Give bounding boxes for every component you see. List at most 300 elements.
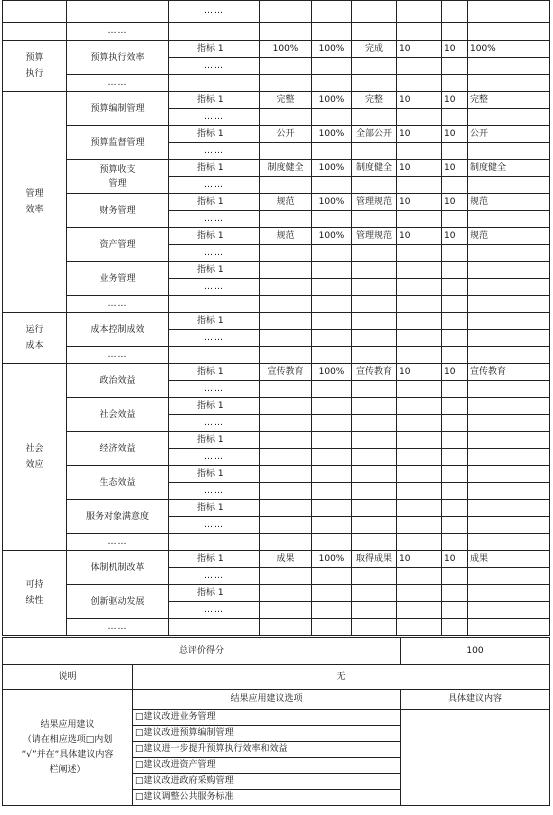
- value-cell: [442, 619, 468, 636]
- value-cell: [442, 398, 468, 415]
- value-cell: [260, 245, 312, 262]
- indicator-cell: ……: [169, 211, 260, 228]
- value-cell: 10: [397, 41, 442, 58]
- item-cell: ……: [67, 296, 169, 313]
- value-cell: [260, 330, 312, 347]
- value-cell: 制度健全: [352, 160, 397, 177]
- value-cell: [352, 109, 397, 126]
- value-cell: [442, 296, 468, 313]
- indicator-cell: ……: [169, 109, 260, 126]
- value-cell: [468, 500, 550, 517]
- suggestion-content[interactable]: [401, 710, 550, 806]
- value-cell: 10: [397, 551, 442, 568]
- value-cell: [312, 432, 352, 449]
- value-cell: [397, 211, 442, 228]
- value-cell: [442, 245, 468, 262]
- table-row: [3, 619, 550, 636]
- value-cell: [468, 279, 550, 296]
- value-cell: [312, 177, 352, 194]
- table-row: [3, 364, 550, 381]
- value-cell: [169, 347, 260, 364]
- value-cell: [468, 211, 550, 228]
- value-cell: 10: [397, 194, 442, 211]
- value-cell: 公开: [468, 126, 550, 143]
- value-cell: [397, 109, 442, 126]
- table-row: [3, 585, 550, 602]
- value-cell: [312, 23, 352, 41]
- table-row: [3, 228, 550, 245]
- indicator-cell: ……: [169, 279, 260, 296]
- suggestion-option[interactable]: □建议改进政府采购管理: [133, 774, 401, 790]
- suggestion-option[interactable]: □建议改进资产管理: [133, 758, 401, 774]
- value-cell: [397, 415, 442, 432]
- category-cell: 运行 成本: [3, 313, 67, 364]
- value-cell: [260, 602, 312, 619]
- value-cell: [260, 313, 312, 330]
- value-cell: [442, 1, 468, 23]
- indicator-cell: 指标 1: [169, 585, 260, 602]
- value-cell: [260, 415, 312, 432]
- value-cell: 完整: [468, 92, 550, 109]
- value-cell: 10: [397, 126, 442, 143]
- value-cell: [352, 23, 397, 41]
- value-cell: [260, 211, 312, 228]
- value-cell: [312, 109, 352, 126]
- value-cell: [260, 449, 312, 466]
- value-cell: [397, 381, 442, 398]
- value-cell: [312, 143, 352, 160]
- value-cell: [312, 449, 352, 466]
- value-cell: [468, 313, 550, 330]
- table-row: [3, 126, 550, 143]
- value-cell: 全部公开: [352, 126, 397, 143]
- value-cell: [260, 398, 312, 415]
- item-name: 社会效益: [67, 398, 169, 432]
- value-cell: [352, 483, 397, 500]
- value-cell: [468, 296, 550, 313]
- value-cell: [397, 619, 442, 636]
- item-name: 政治效益: [67, 364, 169, 398]
- indicator-table: [2, 0, 550, 636]
- table-row: [3, 160, 550, 177]
- indicator-cell: 指标 1: [169, 262, 260, 279]
- value-cell: 100%: [312, 194, 352, 211]
- table-row: [3, 296, 550, 313]
- indicator-cell: ……: [169, 517, 260, 534]
- value-cell: [312, 534, 352, 551]
- value-cell: [260, 466, 312, 483]
- value-cell: [468, 466, 550, 483]
- suggestion-option[interactable]: □建议改进预算编制管理: [133, 726, 401, 742]
- value-cell: [442, 466, 468, 483]
- value-cell: [312, 466, 352, 483]
- indicator-cell: 指标 1: [169, 92, 260, 109]
- indicator-cell: 指标 1: [169, 313, 260, 330]
- value-cell: [468, 262, 550, 279]
- value-cell: [442, 313, 468, 330]
- value-cell: 10: [442, 364, 468, 381]
- value-cell: 管理规范: [352, 228, 397, 245]
- value-cell: [442, 517, 468, 534]
- value-cell: [260, 296, 312, 313]
- table-row: [3, 500, 550, 517]
- value-cell: [169, 619, 260, 636]
- value-cell: [468, 177, 550, 194]
- indicator-cell: 指标 1: [169, 364, 260, 381]
- value-cell: 100%: [260, 41, 312, 58]
- value-cell: [260, 483, 312, 500]
- value-cell: 100%: [312, 160, 352, 177]
- indicator-cell: ……: [169, 449, 260, 466]
- value-cell: [312, 415, 352, 432]
- value-cell: [397, 296, 442, 313]
- content-header: 具体建议内容: [401, 690, 550, 710]
- total-row: [3, 638, 550, 665]
- value-cell: [352, 143, 397, 160]
- value-cell: [397, 398, 442, 415]
- value-cell: [260, 177, 312, 194]
- value-cell: [312, 602, 352, 619]
- table-row: [3, 92, 550, 109]
- value-cell: [442, 602, 468, 619]
- indicator-cell: ……: [169, 58, 260, 75]
- indicator-cell: 指标 1: [169, 126, 260, 143]
- category-cell: [3, 1, 67, 23]
- value-cell: 100%: [312, 41, 352, 58]
- table-row: [3, 398, 550, 415]
- value-cell: [442, 432, 468, 449]
- value-cell: [468, 517, 550, 534]
- value-cell: [312, 483, 352, 500]
- value-cell: 成果: [468, 551, 550, 568]
- value-cell: [442, 75, 468, 92]
- value-cell: [442, 177, 468, 194]
- indicator-cell: 指标 1: [169, 551, 260, 568]
- item-cell: ……: [67, 75, 169, 92]
- value-cell: [352, 296, 397, 313]
- value-cell: [352, 75, 397, 92]
- indicator-cell: ……: [169, 330, 260, 347]
- value-cell: [468, 534, 550, 551]
- value-cell: [468, 109, 550, 126]
- value-cell: [312, 1, 352, 23]
- value-cell: [468, 58, 550, 75]
- item-name: 生态效益: [67, 466, 169, 500]
- value-cell: [312, 58, 352, 75]
- value-cell: [352, 381, 397, 398]
- suggestion-option[interactable]: □建议改进业务管理: [133, 710, 401, 726]
- value-cell: [352, 58, 397, 75]
- value-cell: 规范: [468, 228, 550, 245]
- value-cell: [260, 1, 312, 23]
- value-cell: 100%: [312, 228, 352, 245]
- suggestion-option[interactable]: □建议进一步提升预算执行效率和效益: [133, 742, 401, 758]
- value-cell: [169, 75, 260, 92]
- value-cell: [442, 483, 468, 500]
- indicator-cell: 指标 1: [169, 41, 260, 58]
- value-cell: [468, 245, 550, 262]
- note-row: [3, 665, 550, 690]
- value-cell: 10: [442, 160, 468, 177]
- value-cell: [442, 330, 468, 347]
- item-cell: ……: [67, 534, 169, 551]
- indicator-cell: [169, 23, 260, 41]
- indicator-cell: ……: [169, 381, 260, 398]
- value-cell: [397, 585, 442, 602]
- item-cell: ……: [67, 619, 169, 636]
- value-cell: 100%: [312, 364, 352, 381]
- value-cell: [442, 585, 468, 602]
- category-cell: 可持 续性: [3, 551, 67, 636]
- value-cell: [397, 1, 442, 23]
- value-cell: [442, 211, 468, 228]
- value-cell: [312, 313, 352, 330]
- value-cell: [312, 381, 352, 398]
- item-name: 预算收支 管理: [67, 160, 169, 194]
- value-cell: [442, 415, 468, 432]
- value-cell: [260, 143, 312, 160]
- note-label: 说明: [3, 665, 133, 690]
- table-row: [3, 1, 550, 23]
- item-name: 预算执行效率: [67, 41, 169, 75]
- value-cell: [352, 177, 397, 194]
- item-name: 预算编制管理: [67, 92, 169, 126]
- value-cell: [352, 568, 397, 585]
- value-cell: [352, 415, 397, 432]
- item-name: 财务管理: [67, 194, 169, 228]
- value-cell: 完整: [260, 92, 312, 109]
- value-cell: 完成: [352, 41, 397, 58]
- value-cell: [397, 602, 442, 619]
- value-cell: [468, 585, 550, 602]
- value-cell: 规范: [260, 228, 312, 245]
- value-cell: [442, 279, 468, 296]
- table-row: [3, 313, 550, 330]
- value-cell: [352, 313, 397, 330]
- value-cell: [352, 330, 397, 347]
- value-cell: [468, 143, 550, 160]
- table-row: [3, 23, 550, 41]
- value-cell: [397, 483, 442, 500]
- value-cell: 10: [397, 92, 442, 109]
- value-cell: [260, 585, 312, 602]
- value-cell: [260, 619, 312, 636]
- value-cell: [260, 568, 312, 585]
- value-cell: [442, 109, 468, 126]
- value-cell: [260, 58, 312, 75]
- note-value: 无: [133, 665, 550, 690]
- table-row: [3, 262, 550, 279]
- value-cell: [312, 619, 352, 636]
- value-cell: [352, 585, 397, 602]
- value-cell: [312, 262, 352, 279]
- value-cell: 10: [442, 551, 468, 568]
- value-cell: [468, 415, 550, 432]
- value-cell: 公开: [260, 126, 312, 143]
- value-cell: 10: [442, 126, 468, 143]
- item-name: 资产管理: [67, 228, 169, 262]
- suggestion-option[interactable]: □建议调整公共服务标准: [133, 790, 401, 806]
- value-cell: [468, 75, 550, 92]
- value-cell: [312, 347, 352, 364]
- value-cell: [352, 262, 397, 279]
- table-row: [3, 41, 550, 58]
- value-cell: 管理规范: [352, 194, 397, 211]
- value-cell: [468, 1, 550, 23]
- value-cell: 10: [397, 228, 442, 245]
- value-cell: [397, 58, 442, 75]
- value-cell: [352, 534, 397, 551]
- value-cell: [352, 245, 397, 262]
- value-cell: 10: [397, 160, 442, 177]
- item-name: 经济效益: [67, 432, 169, 466]
- value-cell: [397, 279, 442, 296]
- indicator-cell: ……: [169, 483, 260, 500]
- value-cell: [397, 347, 442, 364]
- value-cell: [442, 262, 468, 279]
- value-cell: 10: [442, 194, 468, 211]
- value-cell: 10: [442, 92, 468, 109]
- value-cell: [312, 245, 352, 262]
- value-cell: [312, 398, 352, 415]
- value-cell: [352, 432, 397, 449]
- value-cell: [352, 449, 397, 466]
- item-cell: ……: [67, 347, 169, 364]
- item-name: 预算监督管理: [67, 126, 169, 160]
- value-cell: 规范: [468, 194, 550, 211]
- category-cell: 社会 效应: [3, 364, 67, 551]
- value-cell: [352, 347, 397, 364]
- value-cell: [468, 449, 550, 466]
- value-cell: 制度健全: [468, 160, 550, 177]
- value-cell: [468, 330, 550, 347]
- value-cell: [352, 398, 397, 415]
- value-cell: [260, 109, 312, 126]
- indicator-cell: ……: [169, 143, 260, 160]
- item-name: 服务对象满意度: [67, 500, 169, 534]
- value-cell: [442, 500, 468, 517]
- value-cell: [312, 211, 352, 228]
- category-cell: 管理 效率: [3, 92, 67, 313]
- value-cell: [397, 500, 442, 517]
- value-cell: [352, 1, 397, 23]
- value-cell: [442, 143, 468, 160]
- value-cell: [442, 568, 468, 585]
- value-cell: [352, 619, 397, 636]
- value-cell: 10: [442, 228, 468, 245]
- value-cell: [169, 296, 260, 313]
- indicator-cell: ……: [169, 415, 260, 432]
- indicator-cell: ……: [169, 1, 260, 23]
- value-cell: [468, 483, 550, 500]
- suggestion-header-row: [3, 690, 550, 710]
- value-cell: [260, 517, 312, 534]
- value-cell: [260, 534, 312, 551]
- value-cell: [312, 296, 352, 313]
- value-cell: [260, 432, 312, 449]
- value-cell: [397, 330, 442, 347]
- value-cell: [312, 330, 352, 347]
- value-cell: [442, 534, 468, 551]
- value-cell: [442, 347, 468, 364]
- summary-table: [2, 637, 550, 806]
- value-cell: [312, 500, 352, 517]
- value-cell: [312, 75, 352, 92]
- value-cell: [260, 347, 312, 364]
- indicator-cell: ……: [169, 568, 260, 585]
- value-cell: [312, 585, 352, 602]
- indicator-cell: ……: [169, 245, 260, 262]
- value-cell: [397, 75, 442, 92]
- value-cell: [397, 262, 442, 279]
- value-cell: 100%: [312, 551, 352, 568]
- value-cell: [468, 381, 550, 398]
- value-cell: [260, 500, 312, 517]
- value-cell: [352, 211, 397, 228]
- value-cell: [397, 517, 442, 534]
- item-name: 创新驱动发展: [67, 585, 169, 619]
- value-cell: [260, 75, 312, 92]
- value-cell: 100%: [468, 41, 550, 58]
- value-cell: 100%: [312, 126, 352, 143]
- item-name: 业务管理: [67, 262, 169, 296]
- value-cell: [468, 432, 550, 449]
- value-cell: [312, 517, 352, 534]
- value-cell: [442, 381, 468, 398]
- value-cell: [352, 517, 397, 534]
- value-cell: [468, 619, 550, 636]
- item-cell: ……: [67, 23, 169, 41]
- value-cell: 100%: [312, 92, 352, 109]
- indicator-cell: ……: [169, 602, 260, 619]
- value-cell: [397, 23, 442, 41]
- suggestion-label: 结果应用建议 （请在相应选项□内划 “√”并在“具体建议内容 栏阐述）: [3, 690, 133, 806]
- value-cell: [397, 449, 442, 466]
- value-cell: [352, 602, 397, 619]
- indicator-cell: 指标 1: [169, 194, 260, 211]
- value-cell: 10: [397, 364, 442, 381]
- table-row: [3, 75, 550, 92]
- value-cell: [260, 381, 312, 398]
- value-cell: [397, 466, 442, 483]
- value-cell: [442, 58, 468, 75]
- category-cell: [3, 23, 67, 41]
- category-cell: 预算 执行: [3, 41, 67, 92]
- value-cell: [397, 432, 442, 449]
- value-cell: 宣传教育: [260, 364, 312, 381]
- value-cell: [352, 466, 397, 483]
- value-cell: 制度健全: [260, 160, 312, 177]
- value-cell: 成果: [260, 551, 312, 568]
- value-cell: [397, 313, 442, 330]
- value-cell: [352, 500, 397, 517]
- total-value: 100: [401, 638, 550, 665]
- value-cell: [397, 177, 442, 194]
- indicator-cell: 指标 1: [169, 398, 260, 415]
- value-cell: [468, 347, 550, 364]
- options-header: 结果应用建议选项: [133, 690, 401, 710]
- table-row: [3, 551, 550, 568]
- item-name: 体制机制改革: [67, 551, 169, 585]
- value-cell: 规范: [260, 194, 312, 211]
- value-cell: 宣传教育: [468, 364, 550, 381]
- value-cell: 取得成果: [352, 551, 397, 568]
- value-cell: [260, 262, 312, 279]
- indicator-cell: ……: [169, 177, 260, 194]
- indicator-cell: 指标 1: [169, 160, 260, 177]
- value-cell: [468, 602, 550, 619]
- value-cell: [397, 568, 442, 585]
